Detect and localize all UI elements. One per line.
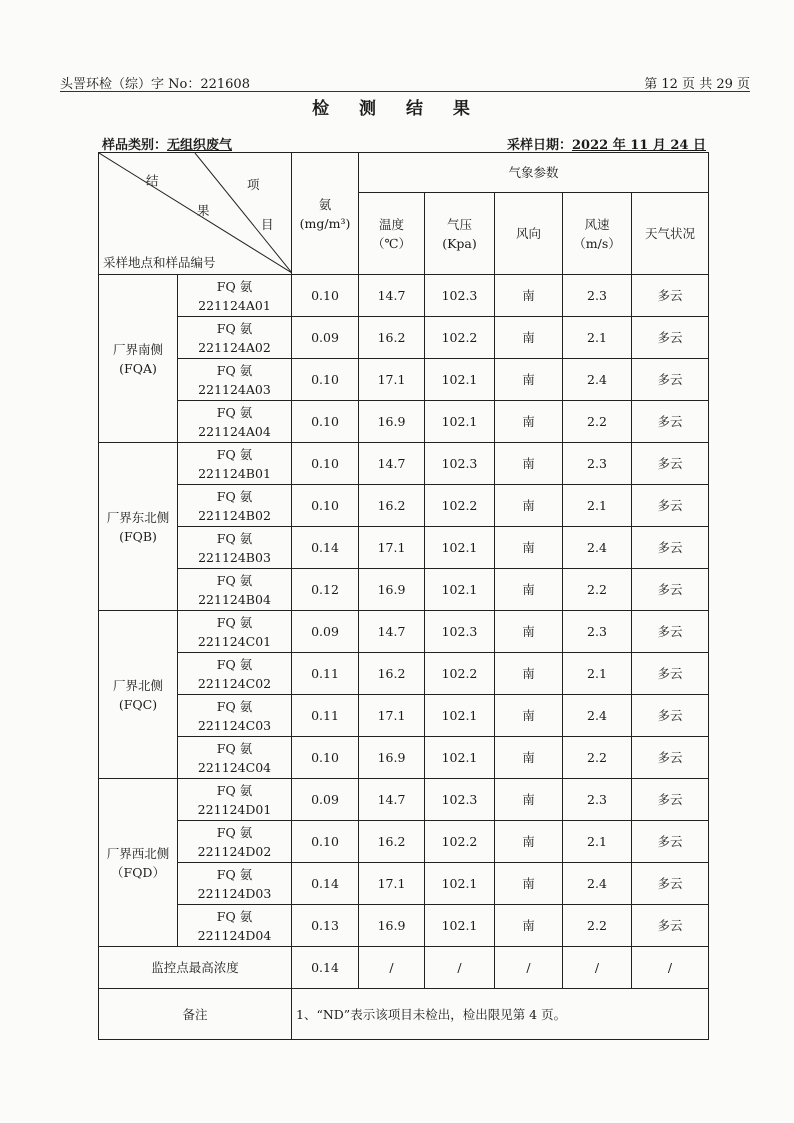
temperature-value: 16.2 xyxy=(359,485,425,527)
pressure-value: 102.3 xyxy=(425,779,495,821)
table-row xyxy=(99,275,709,317)
location-cell xyxy=(99,611,178,779)
sample-id: 221124A01 xyxy=(198,297,271,313)
pressure-value: 102.2 xyxy=(425,317,495,359)
ammonia-value: 0.10 xyxy=(292,443,359,485)
wind-direction-value: 南 xyxy=(495,905,563,947)
sample-id: 221124D03 xyxy=(197,885,272,901)
pressure-value: 102.1 xyxy=(425,569,495,611)
table-row xyxy=(99,569,709,611)
sample-item: FQ 氨 xyxy=(216,362,253,378)
wind-direction-value: 南 xyxy=(495,863,563,905)
wind-speed-value: 2.1 xyxy=(563,317,632,359)
sample-item: FQ 氨 xyxy=(216,530,253,546)
sample-item: FQ 氨 xyxy=(216,446,253,462)
weather-value: 多云 xyxy=(632,863,709,905)
temperature-value: 16.2 xyxy=(359,821,425,863)
pressure-value: 102.2 xyxy=(425,653,495,695)
ammonia-value: 0.11 xyxy=(292,695,359,737)
wind-speed-value: 2.2 xyxy=(563,905,632,947)
wind-direction-value: 南 xyxy=(495,401,563,443)
pressure-header-unit: (Kpa) xyxy=(442,235,477,251)
wind-direction-value: 南 xyxy=(495,359,563,401)
temperature-value: 16.2 xyxy=(359,317,425,359)
temperature-value: 14.7 xyxy=(359,779,425,821)
empty-slash: / xyxy=(425,947,495,989)
location-name: 厂界东北侧 xyxy=(106,509,170,525)
pressure-value: 102.1 xyxy=(425,863,495,905)
weather-value: 多云 xyxy=(632,527,709,569)
pressure-value: 102.3 xyxy=(425,275,495,317)
page-number: 第 12 页 共 29 页 xyxy=(644,77,750,92)
temp-header xyxy=(359,193,425,275)
note-label: 备注 xyxy=(99,989,292,1040)
pressure-value: 102.1 xyxy=(425,905,495,947)
temperature-value: 16.9 xyxy=(359,401,425,443)
weather-value: 多云 xyxy=(632,653,709,695)
sample-cell xyxy=(178,359,292,401)
sample-cell xyxy=(178,317,292,359)
temperature-value: 16.9 xyxy=(359,569,425,611)
table-row xyxy=(99,653,709,695)
ammonia-label: 氨 xyxy=(318,196,332,212)
table-row xyxy=(99,401,709,443)
sample-cell xyxy=(178,695,292,737)
location-name: 厂界西北侧 xyxy=(106,845,170,861)
weather-value: 多云 xyxy=(632,695,709,737)
wind-speed-value: 2.1 xyxy=(563,485,632,527)
sample-id: 221124D02 xyxy=(197,843,272,859)
wind-direction-value: 南 xyxy=(495,611,563,653)
ammonia-value: 0.10 xyxy=(292,401,359,443)
temperature-value: 17.1 xyxy=(359,359,425,401)
sample-item: FQ 氨 xyxy=(216,866,253,882)
sample-id: 221124C01 xyxy=(197,633,272,649)
page-header xyxy=(60,73,750,93)
ammonia-value: 0.09 xyxy=(292,779,359,821)
table-row xyxy=(99,611,709,653)
sample-cell xyxy=(178,863,292,905)
sample-item: FQ 氨 xyxy=(216,278,253,294)
pressure-value: 102.3 xyxy=(425,611,495,653)
table-row xyxy=(99,527,709,569)
wind-direction-value: 南 xyxy=(495,485,563,527)
sample-id: 221124B02 xyxy=(198,507,271,523)
sample-id: 221124D01 xyxy=(197,801,272,817)
weather-value: 多云 xyxy=(632,443,709,485)
sample-date xyxy=(507,134,706,153)
sample-cell xyxy=(178,821,292,863)
ammonia-value: 0.10 xyxy=(292,737,359,779)
wind-speed-value: 2.4 xyxy=(563,527,632,569)
temperature-value: 17.1 xyxy=(359,695,425,737)
ammonia-value: 0.11 xyxy=(292,653,359,695)
wind-speed-value: 2.3 xyxy=(563,611,632,653)
sample-cell xyxy=(178,443,292,485)
sample-id: 221124B03 xyxy=(198,549,271,565)
diag-label-mu: 目 xyxy=(261,217,274,232)
sample-item: FQ 氨 xyxy=(216,656,253,672)
diag-label-xiang: 项 xyxy=(247,177,260,192)
temperature-value: 17.1 xyxy=(359,527,425,569)
sample-item: FQ 氨 xyxy=(216,614,253,630)
sample-item: FQ 氨 xyxy=(216,488,253,504)
pressure-header-label: 气压 xyxy=(446,216,472,232)
temperature-value: 17.1 xyxy=(359,863,425,905)
results-table xyxy=(98,152,709,1040)
ammonia-unit: (mg/m³) xyxy=(299,215,351,231)
pressure-value: 102.1 xyxy=(425,359,495,401)
wind-speed-header-unit: （m/s） xyxy=(573,235,621,251)
weather-value: 多云 xyxy=(632,821,709,863)
weather-value: 多云 xyxy=(632,401,709,443)
wind-speed-header xyxy=(563,193,632,275)
sample-cell xyxy=(178,275,292,317)
diag-label-location: 采样地点和样品编号 xyxy=(103,255,216,270)
sample-cell xyxy=(178,737,292,779)
weather-value: 多云 xyxy=(632,275,709,317)
max-concentration-value: 0.14 xyxy=(292,947,359,989)
note-text: 1、“ND”表示该项目未检出，检出限见第 4 页。 xyxy=(292,989,709,1040)
sample-cell xyxy=(178,485,292,527)
location-cell xyxy=(99,779,178,947)
max-concentration-label: 监控点最高浓度 xyxy=(99,947,292,989)
wind-speed-value: 2.1 xyxy=(563,653,632,695)
sample-id: 221124B04 xyxy=(198,591,271,607)
temp-header-label: 温度 xyxy=(378,216,404,232)
table-row xyxy=(99,863,709,905)
max-concentration-row xyxy=(99,947,709,989)
weather-value: 多云 xyxy=(632,317,709,359)
location-name: 厂界北侧 xyxy=(112,677,163,693)
sample-type-label: 样品类别： xyxy=(102,138,168,153)
diagonal-header-cell xyxy=(99,153,292,275)
pressure-value: 102.1 xyxy=(425,527,495,569)
sample-id: 221124B01 xyxy=(198,465,271,481)
ammonia-value: 0.09 xyxy=(292,611,359,653)
sample-item: FQ 氨 xyxy=(216,908,253,924)
temp-header-unit: （℃） xyxy=(372,235,411,251)
weather-value: 多云 xyxy=(632,779,709,821)
sample-item: FQ 氨 xyxy=(216,698,253,714)
report-number: 头詈环检（综）字 No：221608 xyxy=(60,77,250,92)
wind-direction-value: 南 xyxy=(495,317,563,359)
location-code: (FQB) xyxy=(119,528,157,544)
sample-id: 221124A04 xyxy=(198,423,271,439)
wind-speed-header-label: 风速 xyxy=(584,216,610,232)
table-row xyxy=(99,485,709,527)
location-cell xyxy=(99,275,178,443)
pressure-header xyxy=(425,193,495,275)
sample-id: 221124C02 xyxy=(197,675,272,691)
ammonia-value: 0.14 xyxy=(292,527,359,569)
wind-speed-value: 2.3 xyxy=(563,779,632,821)
temperature-value: 14.7 xyxy=(359,611,425,653)
wind-speed-value: 2.1 xyxy=(563,821,632,863)
wind-speed-value: 2.2 xyxy=(563,569,632,611)
sample-cell xyxy=(178,905,292,947)
sample-id: 221124A02 xyxy=(198,339,271,355)
wind-direction-value: 南 xyxy=(495,695,563,737)
table-row xyxy=(99,821,709,863)
ammonia-value: 0.09 xyxy=(292,317,359,359)
empty-slash: / xyxy=(632,947,709,989)
sample-type xyxy=(102,134,232,153)
sample-id: 221124A03 xyxy=(198,381,271,397)
wind-direction-value: 南 xyxy=(495,779,563,821)
wind-direction-value: 南 xyxy=(495,569,563,611)
sample-id: 221124C03 xyxy=(197,717,272,733)
sample-type-value: 无组织废气 xyxy=(167,138,233,153)
location-code: （FQD） xyxy=(111,864,165,880)
sample-meta xyxy=(102,134,706,152)
sample-item: FQ 氨 xyxy=(216,404,253,420)
location-name: 厂界南侧 xyxy=(112,341,163,357)
page-title: 检 测 结 果 xyxy=(312,99,482,119)
empty-slash: / xyxy=(563,947,632,989)
wind-speed-value: 2.4 xyxy=(563,863,632,905)
ammonia-value: 0.13 xyxy=(292,905,359,947)
wind-speed-value: 2.4 xyxy=(563,359,632,401)
wind-speed-value: 2.3 xyxy=(563,275,632,317)
sample-date-label: 采样日期： xyxy=(506,138,572,153)
ammonia-header xyxy=(292,153,359,275)
temperature-value: 16.9 xyxy=(359,905,425,947)
sample-cell xyxy=(178,401,292,443)
empty-slash: / xyxy=(359,947,425,989)
sample-item: FQ 氨 xyxy=(216,782,253,798)
sample-id: 221124D04 xyxy=(197,927,272,943)
pressure-value: 102.1 xyxy=(425,695,495,737)
sample-cell xyxy=(178,527,292,569)
ammonia-value: 0.10 xyxy=(292,485,359,527)
location-code: (FQA) xyxy=(119,360,157,376)
sample-date-value: 2022 年 11 月 24 日 xyxy=(572,138,706,153)
sample-cell xyxy=(178,779,292,821)
wind-speed-value: 2.4 xyxy=(563,695,632,737)
sample-cell xyxy=(178,653,292,695)
weather-value: 多云 xyxy=(632,611,709,653)
table-row xyxy=(99,695,709,737)
ammonia-value: 0.10 xyxy=(292,359,359,401)
ammonia-value: 0.12 xyxy=(292,569,359,611)
sample-cell xyxy=(178,569,292,611)
wind-dir-header: 风向 xyxy=(495,193,563,275)
wind-speed-value: 2.2 xyxy=(563,401,632,443)
weather-value: 多云 xyxy=(632,359,709,401)
weather-value: 多云 xyxy=(632,737,709,779)
sample-item: FQ 氨 xyxy=(216,320,253,336)
pressure-value: 102.2 xyxy=(425,485,495,527)
location-cell xyxy=(99,443,178,611)
temperature-value: 16.2 xyxy=(359,653,425,695)
wind-direction-value: 南 xyxy=(495,443,563,485)
wind-speed-value: 2.3 xyxy=(563,443,632,485)
note-row xyxy=(99,989,709,1040)
location-code: (FQC) xyxy=(118,696,158,712)
diag-label-jie: 结 xyxy=(146,173,159,188)
wind-direction-value: 南 xyxy=(495,821,563,863)
table-row xyxy=(99,443,709,485)
wind-direction-value: 南 xyxy=(495,737,563,779)
wind-direction-value: 南 xyxy=(495,275,563,317)
table-row xyxy=(99,359,709,401)
wind-direction-value: 南 xyxy=(495,527,563,569)
table-row xyxy=(99,905,709,947)
temperature-value: 16.9 xyxy=(359,737,425,779)
sample-item: FQ 氨 xyxy=(216,572,253,588)
sample-id: 221124C04 xyxy=(197,759,272,775)
sample-cell xyxy=(178,611,292,653)
wind-direction-value: 南 xyxy=(495,653,563,695)
ammonia-value: 0.14 xyxy=(292,863,359,905)
weather-header: 天气状况 xyxy=(632,193,709,275)
wind-speed-value: 2.2 xyxy=(563,737,632,779)
diag-label-guo: 果 xyxy=(197,203,210,218)
pressure-value: 102.2 xyxy=(425,821,495,863)
header-divider xyxy=(60,91,750,92)
temperature-value: 14.7 xyxy=(359,275,425,317)
ammonia-value: 0.10 xyxy=(292,821,359,863)
table-row xyxy=(99,317,709,359)
weather-value: 多云 xyxy=(632,485,709,527)
pressure-value: 102.3 xyxy=(425,443,495,485)
pressure-value: 102.1 xyxy=(425,737,495,779)
pressure-value: 102.1 xyxy=(425,401,495,443)
sample-item: FQ 氨 xyxy=(216,824,253,840)
weather-value: 多云 xyxy=(632,569,709,611)
empty-slash: / xyxy=(495,947,563,989)
weather-group-header: 气象参数 xyxy=(359,153,709,193)
table-row xyxy=(99,779,709,821)
sample-item: FQ 氨 xyxy=(216,740,253,756)
temperature-value: 14.7 xyxy=(359,443,425,485)
weather-value: 多云 xyxy=(632,905,709,947)
ammonia-value: 0.10 xyxy=(292,275,359,317)
table-row xyxy=(99,737,709,779)
